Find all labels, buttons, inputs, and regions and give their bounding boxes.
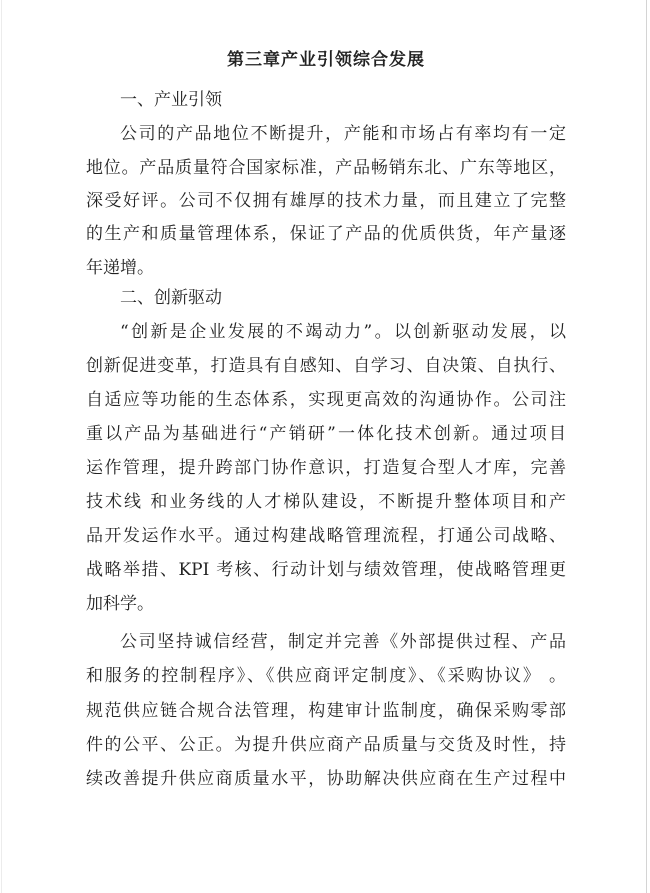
- paragraph-line: 年递增。: [86, 258, 154, 278]
- paragraph-line: “创新是企业发展的不竭动力”。以创新驱动发展，以: [120, 322, 566, 342]
- section-heading-industry-leadership: 一、产业引领: [120, 90, 222, 110]
- paragraph-line: 重以产品为基础进行“产销研”一体化技术创新。通过项目: [86, 424, 566, 444]
- paragraph-line: 加科学。: [86, 594, 154, 614]
- paragraph-line: 深受好评。公司不仅拥有雄厚的技术力量，而且建立了完整: [86, 191, 566, 211]
- scan-edge-left: [1, 0, 2, 893]
- paragraph-line: 品开发运作水平。通过构建战略管理流程，打通公司战略、: [86, 526, 566, 546]
- paragraph-line: 战略举措、KPI 考核、行动计划与绩效管理，使战略管理更: [86, 560, 566, 580]
- paragraph-line: 创新促进变革，打造具有自感知、自学习、自决策、自执行、: [86, 356, 566, 376]
- paragraph-line: 和服务的控制程序》、《供应商评定制度》、《采购协议》 。: [86, 666, 566, 686]
- paragraph-line: 技术线 和业务线的人才梯队建设，不断提升整体项目和产: [86, 492, 566, 512]
- scan-edge-right: [646, 0, 647, 893]
- paragraph-line: 规范供应链合规合法管理，构建审计监制度，确保采购零部: [86, 701, 566, 721]
- paragraph-line: 公司坚持诚信经营，制定并完善《外部提供过程、产品: [120, 632, 566, 652]
- paragraph-line: 自适应等功能的生态体系，实现更高效的沟通协作。公司注: [86, 390, 566, 410]
- paragraph-line: 地位。产品质量符合国家标准，产品畅销东北、广东等地区，: [86, 158, 566, 178]
- paragraph-line: 公司的产品地位不断提升，产能和市场占有率均有一定: [120, 124, 566, 144]
- paragraph-line: 件的公平、公正。为提升供应商产品质量与交货及时性，持: [86, 735, 566, 755]
- paragraph-line: 运作管理，提升跨部门协作意识，打造复合型人才库，完善: [86, 458, 566, 478]
- section-heading-innovation-driven: 二、创新驱动: [120, 288, 222, 308]
- chapter-title: 第三章产业引领综合发展: [227, 50, 425, 70]
- paragraph-line: 的生产和质量管理体系，保证了产品的优质供货，年产量逐: [86, 224, 566, 244]
- paragraph-line: 续改善提升供应商质量水平，协助解决供应商在生产过程中: [86, 769, 566, 789]
